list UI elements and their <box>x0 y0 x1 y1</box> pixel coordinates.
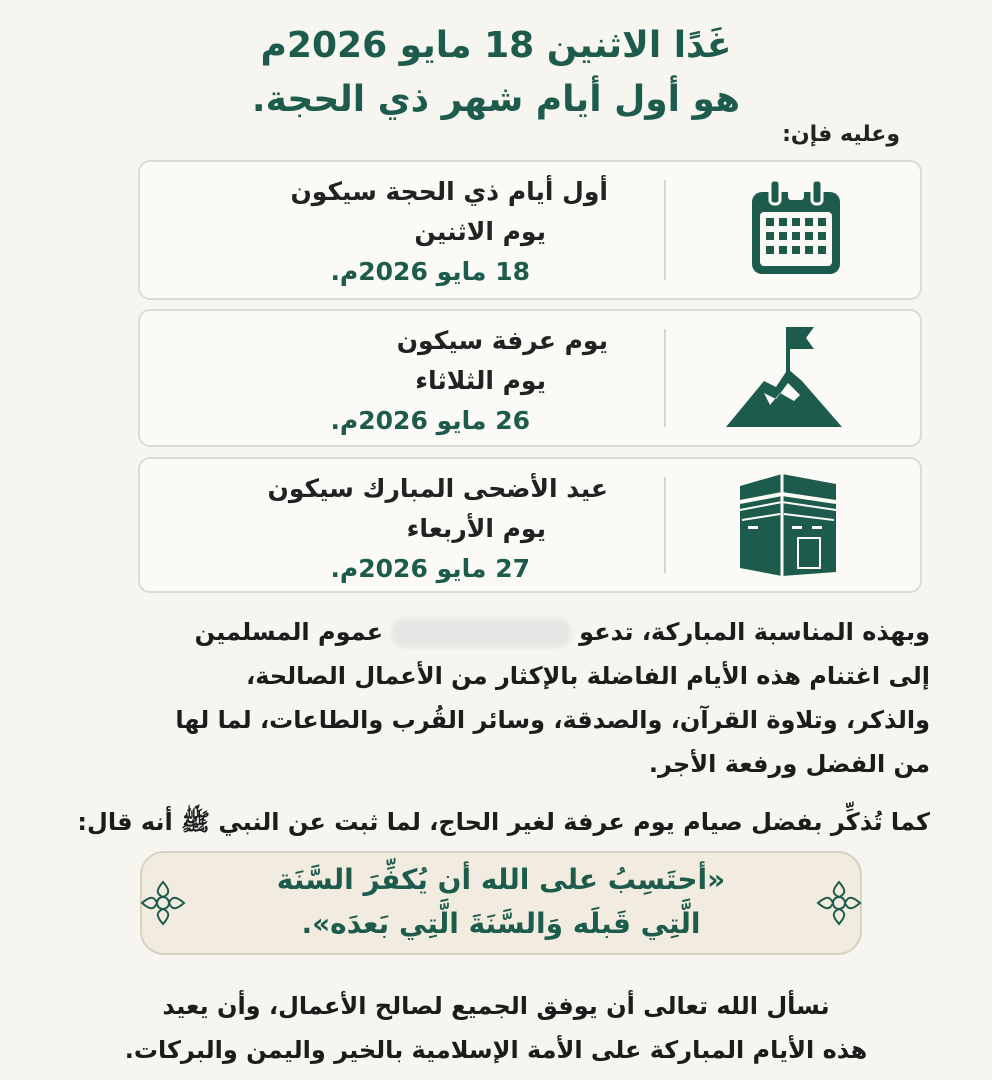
hadith-line-1: «أحتَسِبُ على الله أن يُكفِّرَ السَّنَة <box>276 863 726 896</box>
card-date: 18 مايو 2026م. <box>330 257 530 286</box>
kaaba-icon <box>732 468 844 582</box>
redacted-organization-name <box>391 618 571 648</box>
closing-prayer <box>40 984 952 1072</box>
mountain-flag-icon <box>724 321 844 435</box>
card-day: يوم الاثنين <box>414 217 546 246</box>
invitation-paragraph <box>50 610 930 786</box>
card-first-day <box>138 160 922 300</box>
card-divider <box>664 329 666 427</box>
card-arafah <box>138 309 922 447</box>
card-divider <box>664 180 666 280</box>
invitation-line-3: والذكر، وتلاوة القرآن، والصدقة، وسائر القُرب والطاعات، لما لها <box>175 706 930 734</box>
invitation-line-1 <box>50 610 930 654</box>
hadith-text <box>140 858 862 946</box>
invitation-line-1-end: عموم المسلمين <box>194 618 384 646</box>
card-divider <box>664 477 666 573</box>
headline-dhul-hijjah: هو أول أيام شهر ذي الحجة. <box>251 79 741 120</box>
card-date: 26 مايو 2026م. <box>330 406 530 435</box>
card-title: عيد الأضحى المبارك سيكون <box>267 474 608 503</box>
invitation-line-2: إلى اغتنام هذه الأيام الفاضلة بالإكثار من الأعمال الصالحة، <box>246 662 930 690</box>
headline-date: غَدًا الاثنين 18 مايو 2026م <box>260 25 732 66</box>
invitation-line-4: من الفضل ورفعة الأجر. <box>648 750 930 778</box>
card-day: يوم الثلاثاء <box>415 366 546 395</box>
calendar-icon <box>748 178 844 282</box>
card-day: يوم الأربعاء <box>406 514 546 543</box>
invitation-line-1-start: وبهذه المناسبة المباركة، تدعو <box>579 618 930 646</box>
closing-line-1: نسأل الله تعالى أن يوفق الجميع لصالح الأعمال، وأن يعيد <box>162 992 830 1020</box>
card-eid <box>138 457 922 593</box>
card-title: أول أيام ذي الحجة سيكون <box>290 177 608 206</box>
closing-line-2: هذه الأيام المباركة على الأمة الإسلامية بالخير واليمن والبركات. <box>124 1036 868 1064</box>
card-title: يوم عرفة سيكون <box>396 326 608 355</box>
arafah-fasting-reminder: كما تُذكِّر بفضل صيام يوم عرفة لغير الحاج، لما ثبت عن النبي ﷺ أنه قال: <box>77 808 930 836</box>
intro-text: وعليه فإن: <box>782 122 900 147</box>
hadith-line-2: الَّتِي قَبلَه وَالسَّنَةَ الَّتِي بَعدَه». <box>301 907 701 940</box>
card-date: 27 مايو 2026م. <box>330 554 530 583</box>
